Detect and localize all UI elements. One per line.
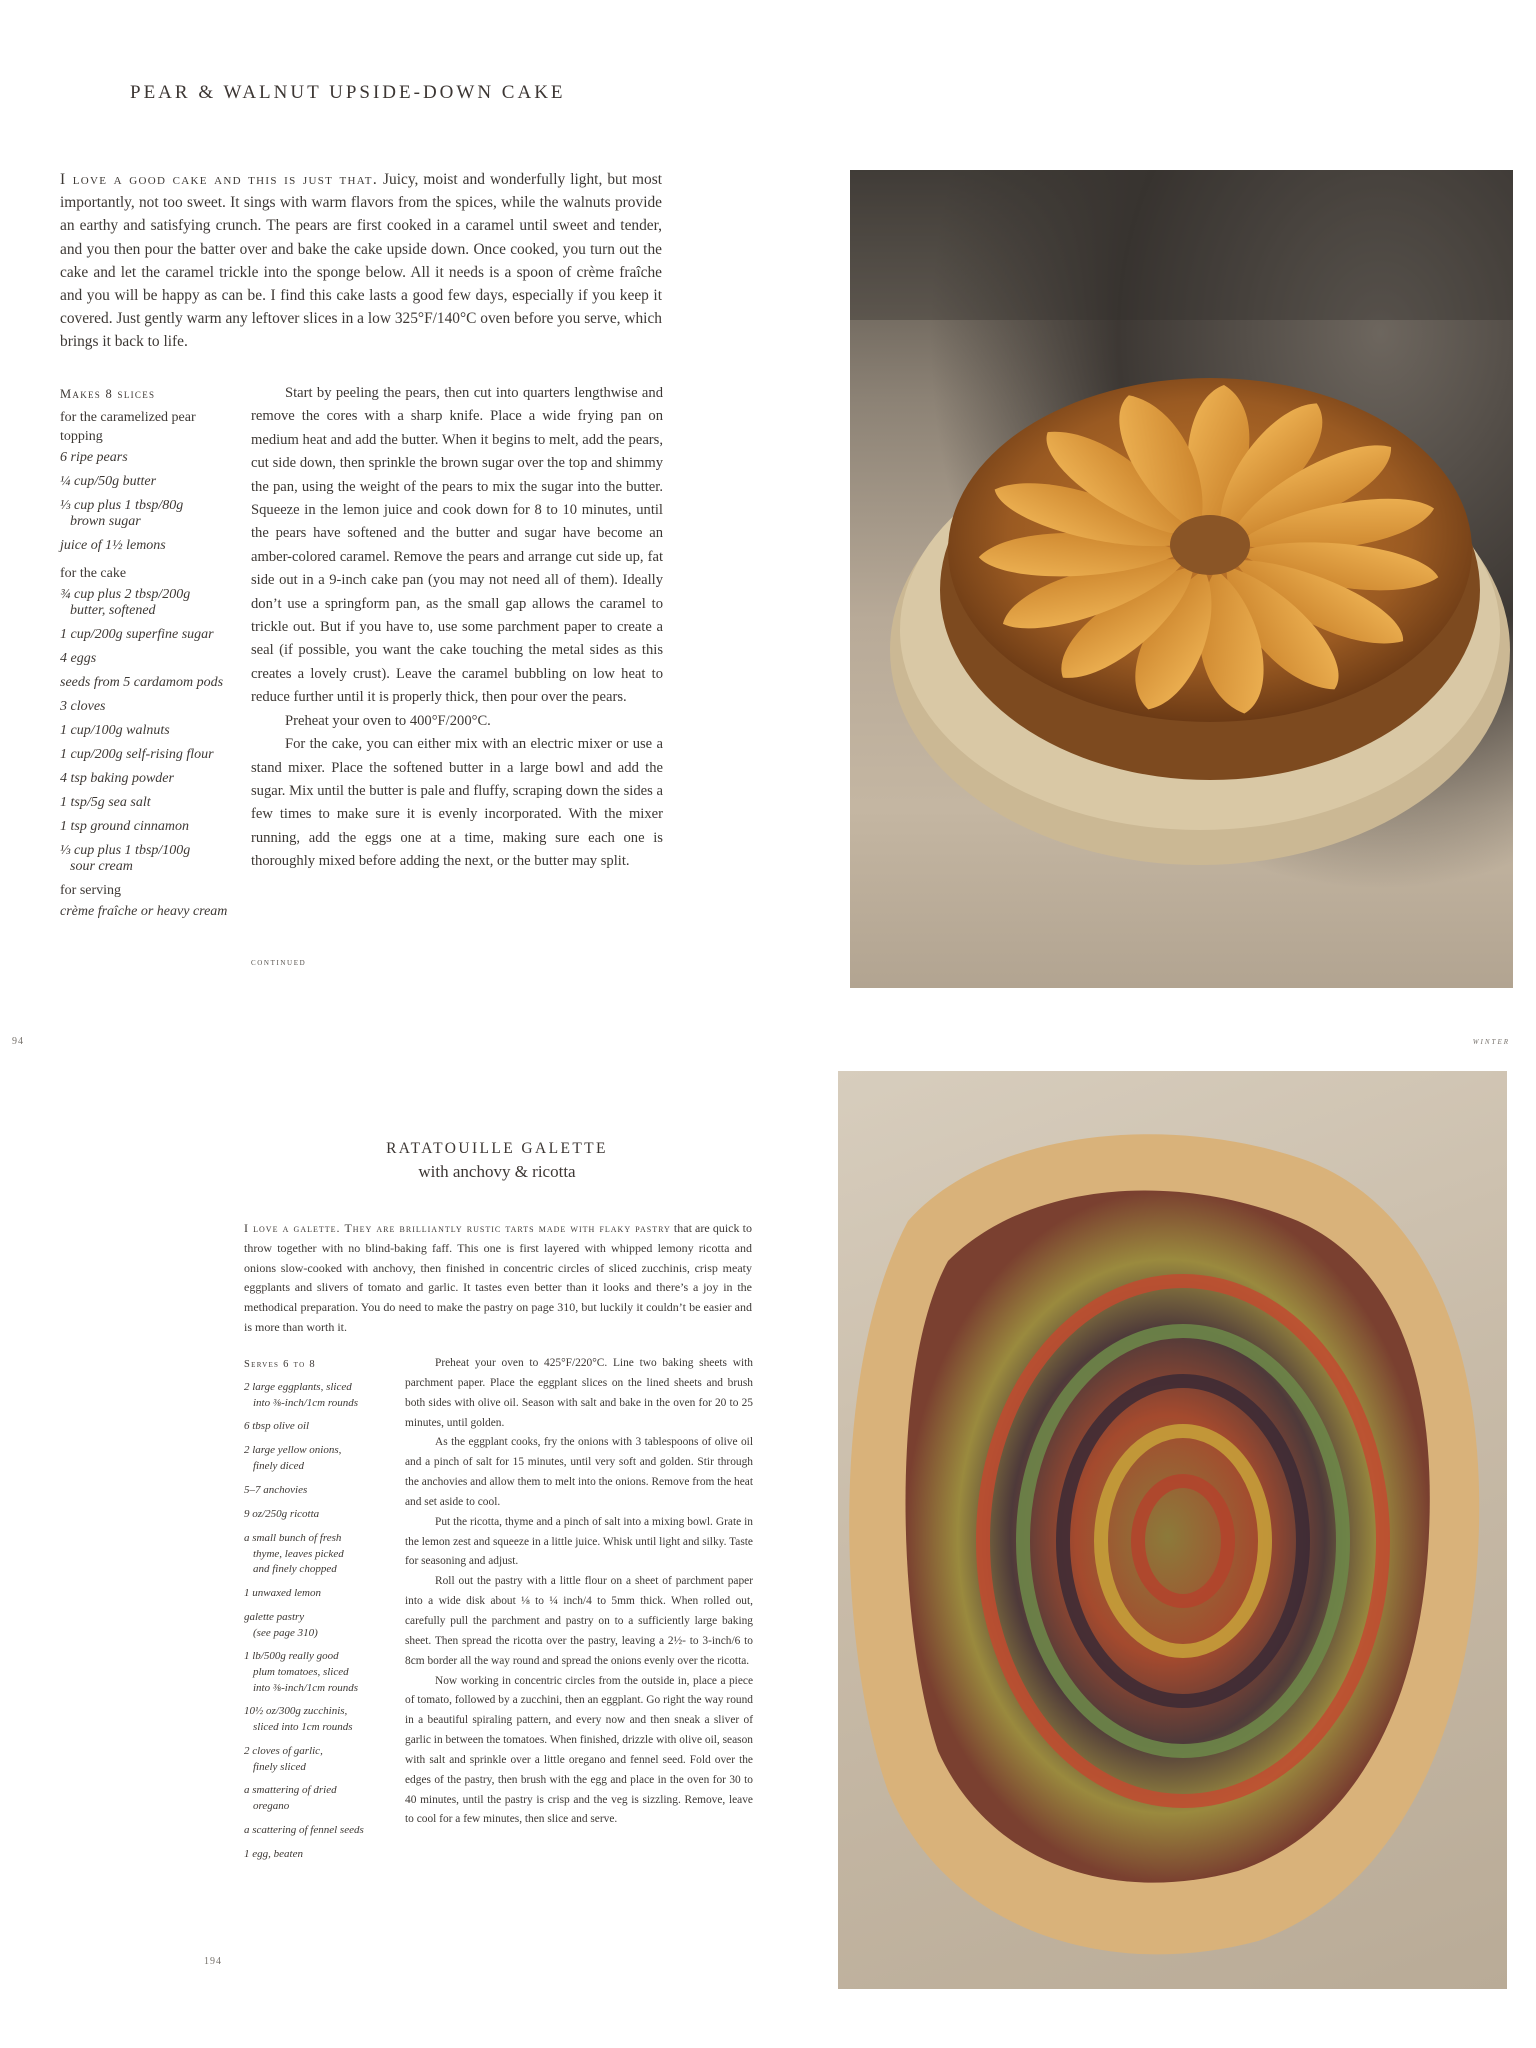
ingredient-continuation: brown sugar (70, 514, 141, 529)
continued-label: continued (251, 957, 307, 968)
recipe-yield: Serves 6 to 8 (244, 1359, 316, 1370)
ingredient-continuation: plum tomatoes, sliced (253, 1666, 349, 1678)
method-paragraph: Roll out the pastry with a little flour on a sheet of parchment paper into a wide disk about ⅛ to ¼ inch/4 to 5mm thick. When rolled out, carefully pull the parchment and pastry on to a sufficiently large baking sheet. Then spread the ricotta over the pastry, leaving a 2½- to 3-inch/6 to 8cm border all the way round and spread the onions evenly over the ricotta. (405, 1575, 753, 1667)
ingredient-item: 4 tsp baking powder (60, 771, 174, 786)
intro-text: that are quick to throw together with no blind-baking faff. This one is first layered with whipped lemony ricotta and onions slow-cooked with anchovy, then finished in concentric circles of sliced zucchinis, crisp meaty eggplants and slivers of tomato and garlic. It tastes even better than it looks and there’s a joy in the methodical preparation. You do need to make the pastry on page 310, but luckily it couldn’t be easier and is more than worth it. (244, 1221, 752, 1334)
ingredient-group-heading: for the caramelized pear topping (60, 410, 196, 444)
ingredient-text: galette pastry (244, 1610, 305, 1623)
recipe-title: PEAR & WALNUT UPSIDE-DOWN CAKE (130, 82, 566, 103)
ingredient-item: 1 tsp/5g sea salt (60, 795, 151, 810)
ingredient-item (244, 1526, 388, 1578)
ingredient-item: a scattering of fennel seeds (244, 1823, 364, 1836)
intro-lead: I love a good cake and this is just that. (60, 171, 378, 188)
section-label: winter (1472, 1036, 1510, 1047)
ingredient-item (244, 1605, 388, 1642)
ingredient-continuation: finely sliced (253, 1760, 306, 1773)
ingredient-item: seeds from 5 cardamom pods (60, 675, 224, 690)
ingredient-item: 1 cup/200g self-rising flour (60, 747, 214, 762)
ingredient-continuation: butter, softened (70, 603, 156, 618)
ingredient-item: 1 tsp ground cinnamon (60, 819, 189, 834)
ingredient-text: a smattering of dried (244, 1784, 337, 1796)
ingredient-item: 1 cup/200g superfine sugar (60, 627, 214, 642)
ingredient-text: 2 large yellow onions, (244, 1444, 342, 1456)
intro-lead: I love a galette. They are brilliantly rustic tarts made with flaky pastry (244, 1221, 671, 1235)
page-number: 194 (204, 1956, 222, 1967)
ingredient-item (244, 1438, 388, 1475)
ingredient-continuation: oregano (253, 1800, 290, 1812)
recipe-intro (244, 1219, 752, 1338)
ingredient-continuation: into ⅜-inch/1cm rounds (253, 1681, 358, 1694)
ingredient-list (244, 1355, 388, 1866)
ingredient-item (244, 1644, 388, 1696)
ingredient-item: 1 egg, beaten (244, 1847, 303, 1860)
recipe-subtitle: with anchovy & ricotta (418, 1162, 576, 1181)
ingredient-continuation: (see page 310) (253, 1626, 318, 1639)
ingredient-continuation: into ⅜-inch/1cm rounds (253, 1396, 358, 1409)
ingredient-text: 1 lb/500g really good (244, 1650, 339, 1662)
page-number: 94 (12, 1036, 24, 1047)
ingredient-item (244, 1699, 388, 1736)
ingredient-continuation: finely diced (253, 1460, 305, 1472)
ingredient-continuation: thyme, leaves picked (253, 1547, 344, 1560)
method-paragraph: As the eggplant cooks, fry the onions with 3 tablespoons of olive oil and a pinch of salt for 15 minutes, until very soft and golden. Stir through the anchovies and allow them to melt into the onions. Remove from the heat and set aside to cool. (405, 1436, 753, 1508)
method-paragraph: Preheat your oven to 400°F/200°C. (285, 712, 491, 729)
recipe-method (405, 1354, 753, 1830)
ingredient-continuation: sliced into 1cm rounds (253, 1721, 353, 1733)
ingredient-item: 3 cloves (60, 699, 106, 714)
ingredient-item: 6 tbsp olive oil (244, 1420, 310, 1432)
ingredient-text: 2 large eggplants, sliced (244, 1380, 352, 1393)
ingredient-group-heading: for the cake (60, 566, 127, 581)
method-paragraph: For the cake, you can either mix with an electric mixer or use a stand mixer. Place the softened butter in a large bowl and add the sugar. Mix until the butter is pale and fluffy, scraping down the sides a few times to make sure it is evenly incorporated. With the mixer running, add the eggs one at a time, making sure each one is thoroughly mixed before adding the next, or the butter may split. (251, 736, 663, 870)
ingredient-item: 5–7 anchovies (244, 1483, 308, 1496)
method-paragraph: Put the ricotta, thyme and a pinch of salt into a mixing bowl. Grate in the lemon zest and squeeze in a little juice. Whisk until light and silky. Taste for seasoning and adjust. (405, 1515, 753, 1568)
ingredient-item (244, 1739, 388, 1776)
method-paragraph: Start by peeling the pears, then cut into quarters lengthwise and remove the cores with a sharp knife. Place a wide frying pan on medium heat and add the butter. When it begins to melt, add the pears, cut side down, then sprinkle the brown sugar over the top and shimmy the pan, using the weight of the pears to mix the sugar into the butter. Squeeze in the lemon juice and cook down for 8 to 10 minutes, until the pears have softened and the butter and sugar have become an amber-colored caramel. Remove the pears and arrange cut side up, fat side out in a 9-inch cake pan (you may not need all of them). Ideally don’t use a springform pan, as the small gap allows the caramel to trickle out. But if you have to, use some parchment paper to create a seal (if possible, you want the cake touching the metal sides as this creates a lovely crust). Leave the caramel bubbling on low heat to reduce further until it is properly thick, then pour over the pears. (251, 385, 663, 706)
galette-illustration (838, 1071, 1507, 1989)
ingredient-text: 10½ oz/300g zucchinis, (244, 1705, 348, 1717)
ingredient-group-heading: for serving (60, 883, 122, 898)
ingredient-item: juice of 1½ lemons (60, 538, 166, 553)
ingredient-text: 2 cloves of garlic, (244, 1744, 323, 1757)
method-paragraph: Preheat your oven to 425°F/220°C. Line two baking sheets with parchment paper. Place the eggplant slices on the lined sheets and brush both sides with olive oil. Season with salt and bake in the oven for 20 to 25 minutes, until golden. (405, 1357, 753, 1429)
ingredient-item: 4 eggs (60, 651, 97, 666)
recipe-yield: Makes 8 slices (60, 387, 156, 401)
ingredient-item: 1 unwaxed lemon (244, 1586, 321, 1599)
intro-text: Juicy, moist and wonderfully light, but most importantly, not too sweet. It sings with warm flavors from the spices, while the walnuts provide an earthy and satisfying crunch. The pears are first cooked in a caramel until sweet and tender, and you then pour the batter over and bake the cake upside down. Once cooked, you turn out the cake and let the caramel trickle into the sponge below. All it needs is a spoon of crème fraîche and you will be happy as can be. I find this cake lasts a good few days, especially if you keep it covered. Just gently warm any leftover slices in a low 325°F/140°C oven before you serve, which brings it back to life. (60, 171, 662, 351)
ingredient-continuation: sour cream (70, 859, 133, 874)
recipe-title (244, 1140, 750, 1182)
ingredient-text: a small bunch of fresh (244, 1531, 342, 1544)
ingredient-item: ¼ cup/50g butter (60, 474, 157, 489)
ingredient-item: 1 cup/100g walnuts (60, 723, 170, 738)
recipe-title-main: RATATOUILLE GALETTE (386, 1140, 608, 1157)
ingredient-text: ⅓ cup plus 1 tbsp/80g (60, 498, 184, 513)
ingredient-text: ¾ cup plus 2 tbsp/200g (60, 587, 191, 602)
ingredient-item: crème fraîche or heavy cream (60, 904, 228, 919)
ingredient-item: 9 oz/250g ricotta (244, 1507, 320, 1520)
ingredient-item (244, 1778, 388, 1815)
ingredient-continuation: and finely chopped (253, 1563, 337, 1575)
galette-photo (838, 1071, 1507, 1989)
ingredient-item (244, 1375, 388, 1412)
ingredient-text: ⅓ cup plus 1 tbsp/100g (60, 843, 191, 858)
method-paragraph: Now working in concentric circles from the outside in, place a piece of tomato, followed by a zucchini, then an eggplant. Go right the way round in a beautiful spiraling pattern, and every now and then sneak a sliver of garlic in between the tomatoes. When finished, drizzle with olive oil, season with salt and sprinkle over a little oregano and fennel seed. Fold over the edges of the pastry, then brush with the egg and place in the oven for 30 to 40 minutes, until the pastry is crisp and the veg is sizzling. Remove, leave to cool for a few minutes, then slice and serve. (405, 1674, 753, 1826)
ingredient-item: 6 ripe pears (60, 450, 128, 465)
